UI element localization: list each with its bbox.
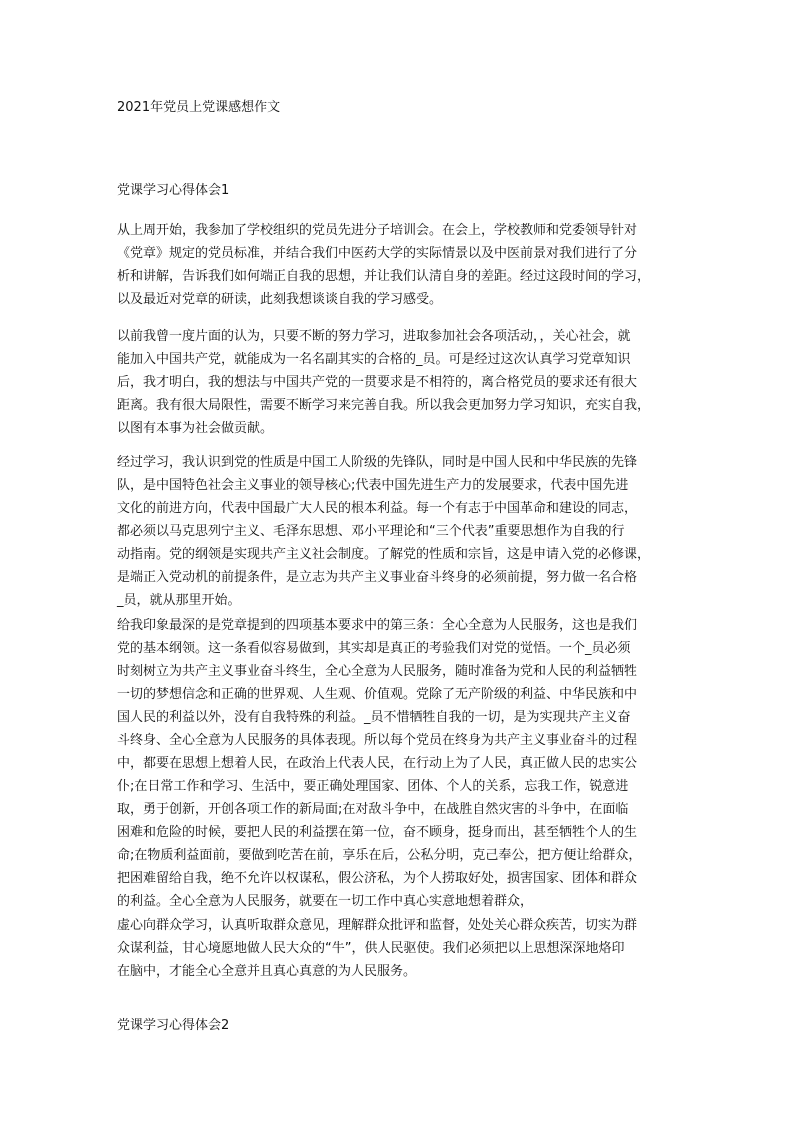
paragraph-line: _员，就从那里开始。 [117,593,241,608]
paragraph-3 [117,451,677,612]
section-heading-2: 党课学习心得体会2 [117,1018,230,1033]
paragraph-line: 虚心向群众学习，认真听取群众意见，理解群众批评和监督，处处关心群众疾苦，切实为群 [117,918,638,933]
paragraph-line: 众谋利益，甘心境愿地做人民大众的“牛”，供人民驱使。我们必须把以上思想深深地烙印 [117,941,625,956]
paragraph-line: 国人民的利益以外，没有自我特殊的利益。_员不惜牺牲自我的一切，是为实现共产主义奋 [117,710,631,725]
paragraph-line: 仆;在日常工作和学习、生活中，要正确处理国家、团体、个人的关系，忘我工作，锐意进 [117,779,629,794]
document-title: 2021年党员上党课感想作文 [117,100,281,115]
paragraph-line: 一切的梦想信念和正确的世界观、人生观、价值观。党除了无产阶级的利益、中华民族和中 [117,687,638,702]
paragraph-line: 能加入中国共产党，就能成为一名名副其实的合格的_员。可是经过这次认真学习党章知识 [117,352,631,367]
paragraph-line: 距离。我有很大局限性，需要不断学习来完善自我。所以我会更加努力学习知识，充实自我， [117,398,651,413]
paragraph-4 [117,614,677,913]
paragraph-line: 给我印象最深的是党章提到的四项基本要求中的第三条：全心全意为人民服务，这也是我们 [117,618,638,633]
paragraph-line: 后，我才明白，我的想法与中国共产党的一贯要求是不相符的，离合格党员的要求还有很大 [117,375,638,390]
paragraph-5 [117,914,677,983]
paragraph-line: 以及最近对党章的研读，此刻我想谈谈自我的学习感受。 [117,292,443,307]
paragraph-line: 中，都要在思想上想着人民，在政治上代表人民，在行动上为了人民，真正做人民的忠实公 [117,756,638,771]
paragraph-line: 析和讲解，告诉我们如何端正自我的思想，并让我们认清自身的差距。经过这段时间的学习， [117,269,651,284]
paragraph-line: 动指南。党的纲领是实现共产主义社会制度。了解党的性质和宗旨，这是申请入党的必修课， [117,547,651,562]
paragraph-line: 是端正入党动机的前提条件，是立志为共产主义事业奋斗终身的必须前提，努力做一名合格 [117,570,638,585]
paragraph-line: 取，勇于创新，开创各项工作的新局面;在对敌斗争中，在战胜自然灾害的斗争中，在面临 [117,802,629,817]
paragraph-line: 困难和危险的时候，要把人民的利益摆在第一位，奋不顾身，挺身而出，甚至牺牲个人的生 [117,825,638,840]
paragraph-line: 的利益。全心全意为人民服务，就要在一切工作中真心实意地想着群众， [117,894,534,909]
paragraph-2 [117,325,677,440]
paragraph-line: 时刻树立为共产主义事业奋斗终生，全心全意为人民服务，随时准备为党和人民的利益牺牲 [117,664,638,679]
paragraph-line: 经过学习，我认识到党的性质是中国工人阶级的先锋队，同时是中国人民和中华民族的先锋 [117,455,638,470]
paragraph-line: 队，是中国特色社会主义事业的领导核心;代表中国先进生产力的发展要求，代表中国先进 [117,478,629,493]
paragraph-line: 都必须以马克思列宁主义、毛泽东思想、邓小平理论和“三个代表”重要思想作为自我的行 [117,524,625,539]
paragraph-1 [117,219,677,311]
paragraph-line: 斗终身、全心全意为人民服务的具体表现。所以每个党员在终身为共产主义事业奋斗的过程 [117,733,638,748]
paragraph-line: 命;在物质利益面前，要做到吃苦在前，享乐在后，公私分明，克己奉公，把方便让给群众， [117,848,642,863]
paragraph-line: 以前我曾一度片面的认为，只要不断的努力学习，进取参加社会各项活动，，关心社会，就 [117,329,631,344]
paragraph-line: 把困难留给自我，绝不允许以权谋私，假公济私，为个人捞取好处，损害国家、团体和群众 [117,871,638,886]
paragraph-line: 党的基本纲领。这一条看似容易做到，其实却是真正的考验我们对党的觉悟。一个_员必须 [117,641,631,656]
paragraph-line: 《党章》规定的党员标准，并结合我们中医药大学的实际情景以及中医前景对我们进行了分 [117,246,638,261]
paragraph-line: 在脑中，才能全心全意并且真心真意的为人民服务。 [117,964,417,979]
paragraph-line: 从上周开始，我参加了学校组织的党员先进分子培训会。在会上，学校教师和党委领导针对 [117,223,638,238]
section-heading-1: 党课学习心得体会1 [117,183,230,198]
paragraph-line: 文化的前进方向，代表中国最广大人民的根本利益。每一个有志于中国革命和建设的同志， [117,501,638,516]
paragraph-line: 以图有本事为社会做贡献。 [117,421,274,436]
